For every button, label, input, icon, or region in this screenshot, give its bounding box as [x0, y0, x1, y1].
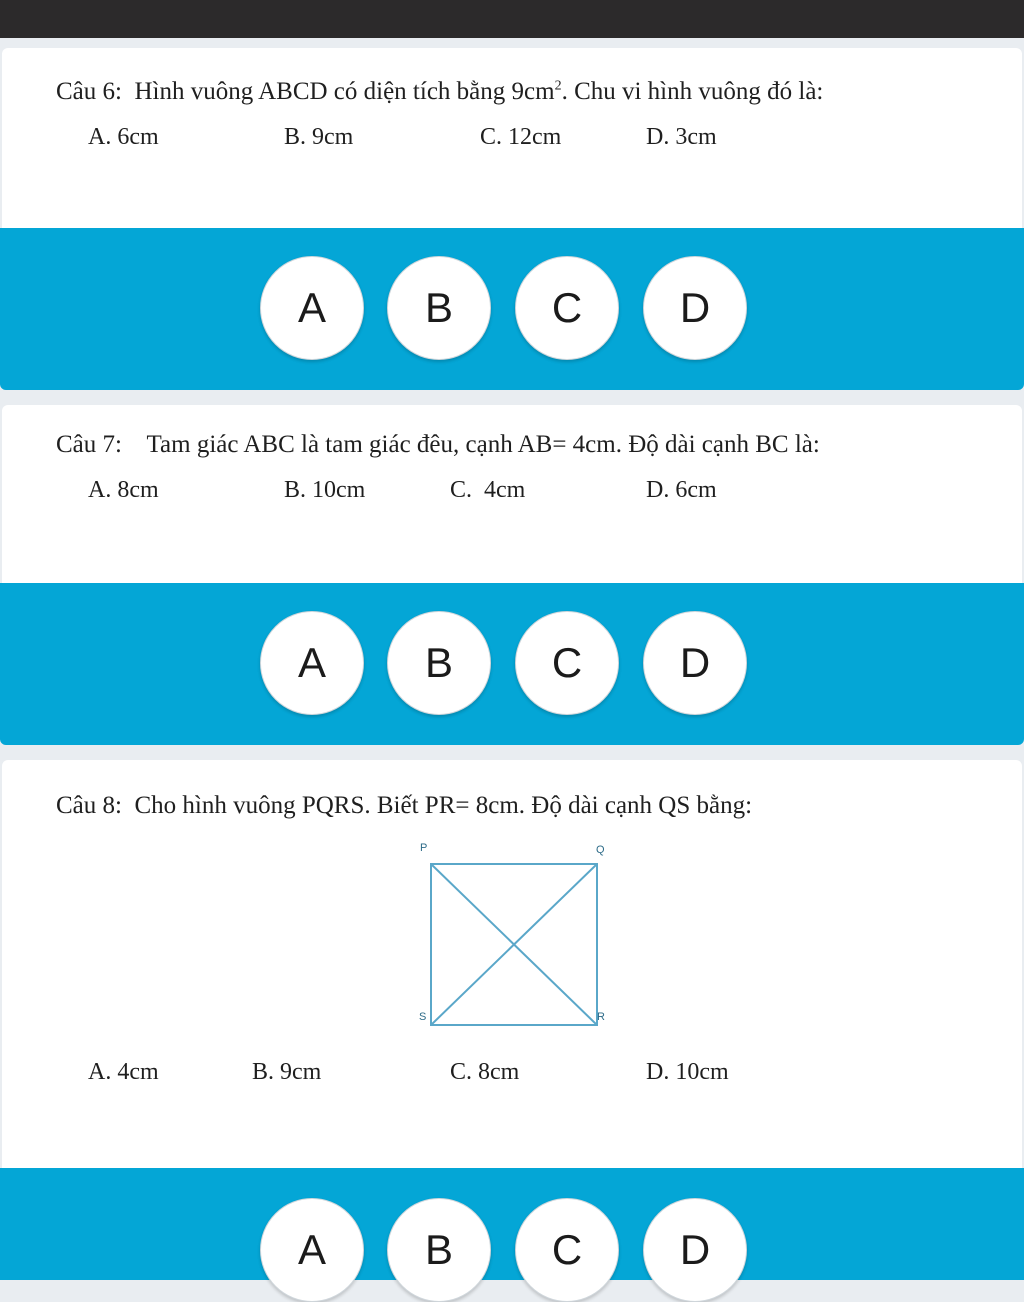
q8-option-a: A. 4cm [88, 1059, 159, 1085]
q7-option-a: A. 8cm [88, 477, 159, 503]
q7-answer-d-button[interactable]: D [643, 611, 747, 715]
question-7-text [56, 431, 820, 459]
square-pqrs-figure [410, 836, 620, 1036]
question-6-text [56, 78, 823, 106]
q8-option-c: C. 8cm [450, 1059, 520, 1085]
q8-answer-b-button[interactable]: B [387, 1198, 491, 1302]
q6-answer-b-button[interactable]: B [387, 256, 491, 360]
q8-option-d: D. 10cm [646, 1059, 729, 1085]
question-6-stem: Hình vuông ABCD có diện tích bằng 9cm [134, 78, 555, 105]
question-6-stem-end: . Chu vi hình vuông đó là: [561, 78, 824, 105]
q6-option-a: A. 6cm [88, 124, 159, 150]
q6-option-b: B. 9cm [284, 124, 354, 150]
question-7-prefix: Câu 7: [56, 431, 122, 458]
q7-answer-b-button[interactable]: B [387, 611, 491, 715]
q8-answer-c-button[interactable]: C [515, 1198, 619, 1302]
vertex-label-p: P [420, 842, 428, 854]
q7-option-b: B. 10cm [284, 477, 366, 503]
vertex-label-q: Q [596, 844, 605, 856]
q6-answer-d-button[interactable]: D [643, 256, 747, 360]
q7-answer-c-button[interactable]: C [515, 611, 619, 715]
q6-answer-a-button[interactable]: A [260, 256, 364, 360]
answer-strip-7 [0, 583, 1024, 745]
question-6-superscript: 2 [554, 78, 562, 94]
q7-answer-a-button[interactable]: A [260, 611, 364, 715]
q7-option-c: C. 4cm [450, 477, 526, 503]
vertex-label-s: S [419, 1011, 427, 1023]
q6-answer-c-button[interactable]: C [515, 256, 619, 360]
question-6-prefix: Câu 6: [56, 78, 122, 105]
q6-option-c: C. 12cm [480, 124, 562, 150]
q8-answer-d-button[interactable]: D [643, 1198, 747, 1302]
q8-answer-a-button[interactable]: A [260, 1198, 364, 1302]
top-bar [0, 0, 1024, 38]
question-8-stem: Cho hình vuông PQRS. Biết PR= 8cm. Độ dài cạnh QS bằng: [134, 792, 753, 819]
q6-option-d: D. 3cm [646, 124, 717, 150]
question-7-stem: Tam giác ABC là tam giác đêu, cạnh AB= 4cm. Độ dài cạnh BC là: [146, 431, 820, 458]
q7-option-d: D. 6cm [646, 477, 717, 503]
question-8-text [56, 792, 752, 820]
vertex-label-r: R [597, 1011, 605, 1023]
answer-strip-8 [0, 1168, 1024, 1280]
answer-strip-6 [0, 228, 1024, 390]
q8-option-b: B. 9cm [252, 1059, 322, 1085]
question-8-prefix: Câu 8: [56, 792, 122, 819]
